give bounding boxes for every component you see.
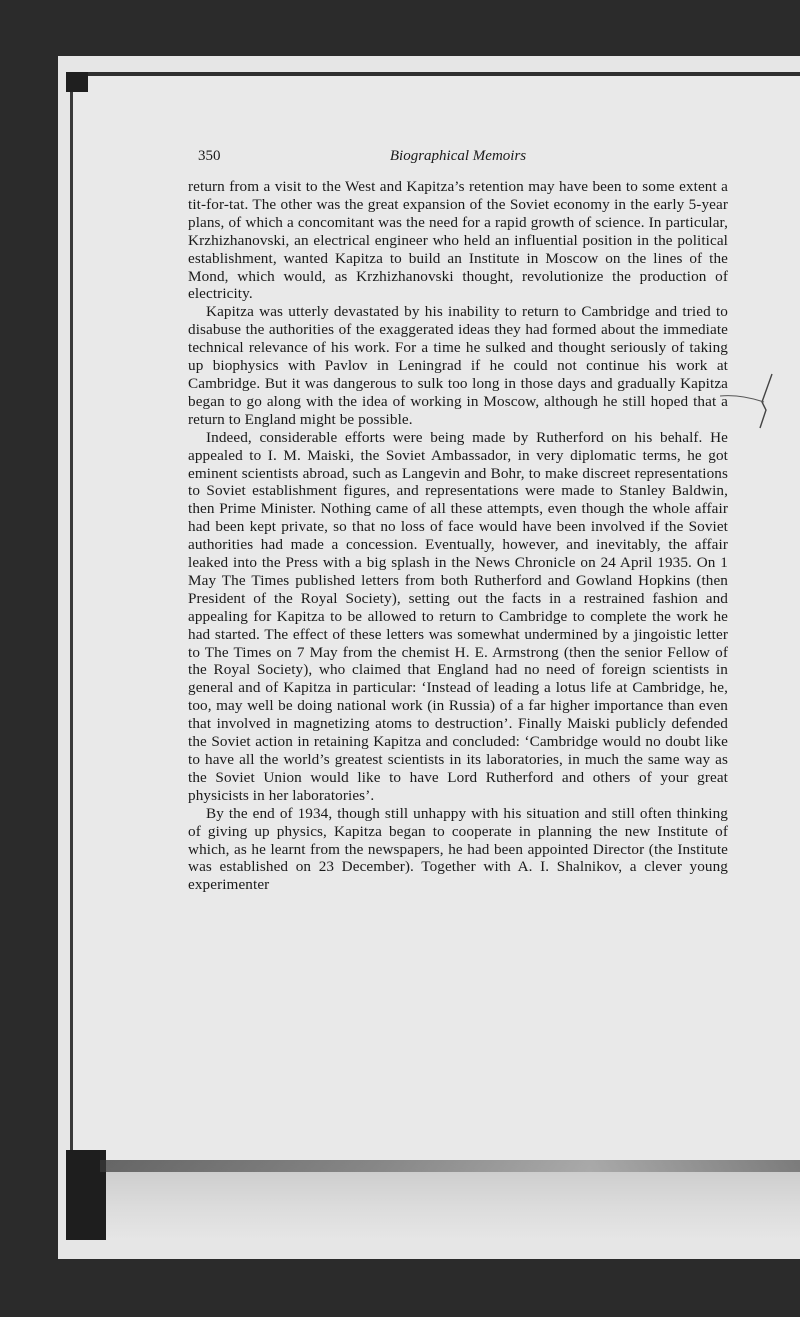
page-number: 350 [198,148,221,164]
running-title: Biographical Memoirs [389,148,527,164]
paragraph: By the end of 1934, though still unhappy with his situation and still often thinking of giving up physics, Kapitza began to cooperate in planning the new Institute of which, as he learnt from the newspapers, he had been appointed Director (the Institute was established on 23 December). Together with A. I. Shalnikov, a clever young experimenter [188,804,728,894]
page-bottom-shadow [66,1160,800,1240]
paragraph: Indeed, considerable efforts were being made by Rutherford on his behalf. He appealed to I. M. Maiski, the Soviet Ambassador, in very diplomatic terms, he got eminent scientists abroad, such as Langevin and Bohr, to make discreet representations to Soviet establishment figures, and representations were made to Stanley Baldwin, then Prime Minister. Nothing came of all these attempts, even though the whole affair had been kept private, so that no loss of face would have been involved if the Soviet authorities had made a concession. Eventually, however, and inevitably, the affair leaked into the Press with a big splash in the News Chronicle on 24 April 1935. On 1 May The Times published letters from both Rutherford and Gowland Hopkins (then President of the Royal Society), setting out the facts in a restrained fashion and appealing for Kapitza to be allowed to return to Cambridge to complete the work he had started. The effect of these letters was somewhat undermined by a jingoistic letter to The Times on 7 May from the chemist H. E. Armstrong (then the senior Fellow of the Royal Society), who claimed that England had no need of foreign scientists in general and of Kapitza in particular: ‘Instead of leading a lotus life at Cambridge, he, too, may well be doing national work (in Russia) of a far higher importance than even that involved in magnetizing atoms to destruction’. Finally Maiski publicly defended the Soviet action in retaining Kapitza and concluded: ‘Cambridge would no doubt like to have all the world’s greatest scientists in its laboratories, in much the same way as the Soviet Union would like to have Lord Rutherford and others of your great physicists in her laboratories’. [188,428,728,804]
margin-annotation-mark [720,370,780,430]
page-corner-shadow [66,72,88,92]
page-content [188,148,728,894]
paragraph: return from a visit to the West and Kapitza’s retention may have been to some extent a tit-for-tat. The other was the great expansion of the Soviet economy in the early 5-year plans, of which a concomitant was the need for a rapid growth of science. In particular, Krzhizhanovski, an electrical engineer who held an influential position in the political establishment, wanted Kapitza to build an Institute in Moscow on the lines of the Mond, which would, as Krzhizhanovski thought, revolutionize the production of electricity. [188,178,728,303]
page-edge-shadow [100,1160,800,1172]
running-header [188,148,728,170]
paragraph: Kapitza was utterly devastated by his inability to return to Cambridge and tried to disabuse the authorities of the exaggerated ideas they had formed about the immediate technical relevance of his work. For a time he sulked and thought seriously of taking up biophysics with Pavlov in Leningrad if he could not continue his work at Cambridge. But it was dangerous to sulk too long in those days and gradually Kapitza began to go along with the idea of working in Moscow, although he still hoped that a return to England might be possible. [188,303,728,428]
